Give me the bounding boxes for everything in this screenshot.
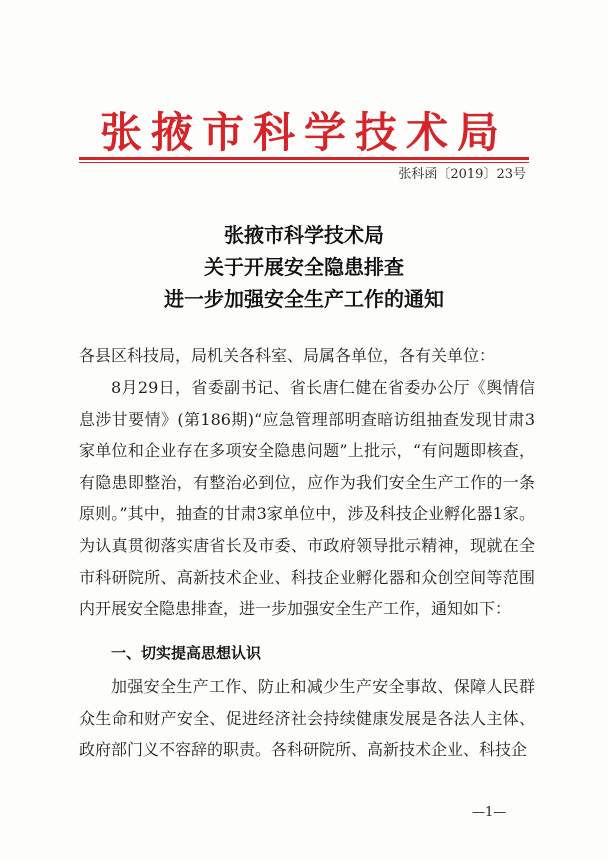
page-number: —1— [472,805,507,820]
section-heading-1: 一、切实提高思想认识 [111,644,262,662]
paragraph-2: 加强安全生产工作、防止和减少生产安全事故、保障人民群众生命和财产安全、促进经济社会持续健康发展是各法人主体、政府部门义不容辞的职责。各科研院所、高新技术企业、科技企 [79,677,535,760]
paragraph-1: 8月29日，省委副书记、省长唐仁健在省委办公厅《舆情信息涉甘要情》(第186期)“应急管理部明查暗访组抽查发现甘肃3家单位和企业存在多项安全隐患问题”上批示，“有问题即核查，有隐患即整治，有整治必到位，应作为我们安全生产工作的一条原则。”其中，抽查的甘肃3家单位中，涉及科技企业孵化器1家。为认真贯彻落实唐省长及市委、市政府领导批示精神，现就在全市科研院所、高新技术企业、科技企业孵化器和众创空间等范围内开展安全隐患排查，进一步加强安全生产工作，通知如下： [79,378,535,619]
document-title-line-2: 关于开展安全隐患排查 [204,255,404,279]
document-number: 张科函〔2019〕23号 [398,167,526,182]
document-title-line-1: 张掖市科学技术局 [224,223,384,247]
masthead-title: 张掖市科学技术局 [99,108,508,157]
masthead-rule-thick [79,157,529,160]
document-title-line-3: 进一步加强安全生产工作的通知 [164,287,444,311]
salutation: 各县区科技局，局机关各科室、局属各单位，各有关单位： [79,346,496,365]
masthead-rule-thin [79,162,529,163]
